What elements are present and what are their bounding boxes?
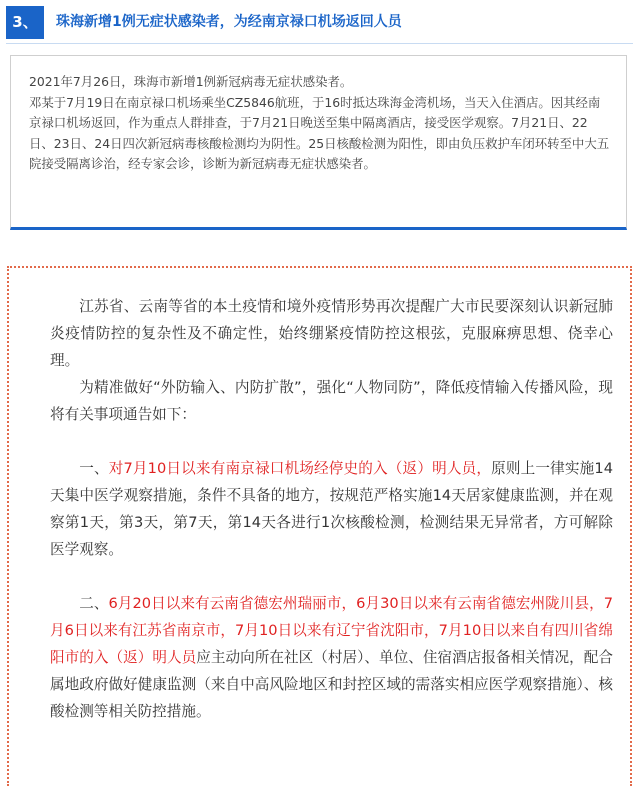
item-2-text: 应主动向所在社区（村居）、单位、住宿酒店报备相关情况，配合属地政府做好健康监测（来自中高风险地区和封控区域的需落实相应医学观察措施）、核酸检测等相关防控措施。 <box>50 649 614 720</box>
case-text <box>29 72 611 175</box>
notice-purpose-paragraph: 为精准做好“外防输入、内防扩散”，强化“人物同防”，降低疫情输入传播风险，现将有关事项通告如下： <box>50 379 613 423</box>
notice-box <box>7 266 632 786</box>
notice-item-2 <box>50 590 613 725</box>
section-title: 珠海新增1例无症状感染者，为经南京禄口机场返回人员 <box>56 14 402 30</box>
item-1-number: 一、 <box>79 460 109 477</box>
item-2-highlight: 6月20日以来有云南省德宏州瑞丽市，6月30日以来有云南省德宏州陇川县，7月6日以来有江苏省南京市，7月10日以来有辽宁省沈阳市，7月10日以来自有四川省绵阳市的入（返）明人员 <box>50 595 613 666</box>
header-divider <box>6 43 633 44</box>
section-header <box>6 6 633 39</box>
item-2-number: 二、 <box>79 595 109 612</box>
case-date-paragraph: 2021年7月26日，珠海市新增1例新冠病毒无症状感染者。 <box>29 74 353 89</box>
case-box <box>10 55 627 230</box>
notice-text <box>50 293 613 725</box>
case-detail-paragraph: 邓某于7月19日在南京禄口机场乘坐CZ5846航班，于16时抵达珠海金湾机场，当天入住酒店。因其经南京禄口机场返回，作为重点人群排查，于7月21日晚送至集中隔离酒店，接受医学观察。7月21日、22日、23日、24日四次新冠病毒核酸检测均为阴性。25日核酸检测为阳性，即由负压救护车闭环转至中大五院接受隔离诊治，经专家会诊，诊断为新冠病毒无症状感染者。 <box>29 94 610 171</box>
notice-item-1 <box>50 455 613 563</box>
item-1-highlight: 对7月10日以来有南京禄口机场经停史的入（返）明人员， <box>108 460 492 477</box>
section-number: 3、 <box>6 6 44 39</box>
notice-intro-paragraph: 江苏省、云南等省的本土疫情和境外疫情形势再次提醒广大市民要深刻认识新冠肺炎疫情防控的复杂性及不确定性，始终绷紧疫情防控这根弦，克服麻痹思想、侥幸心理。 <box>50 298 613 369</box>
item-1-text: 原则上一律实施14天集中医学观察措施，条件不具备的地方，按规范严格实施14天居家健康监测，并在观察第1天，第3天，第7天，第14天各进行1次核酸检测，检测结果无异常者，方可解除医学观察。 <box>50 460 613 558</box>
